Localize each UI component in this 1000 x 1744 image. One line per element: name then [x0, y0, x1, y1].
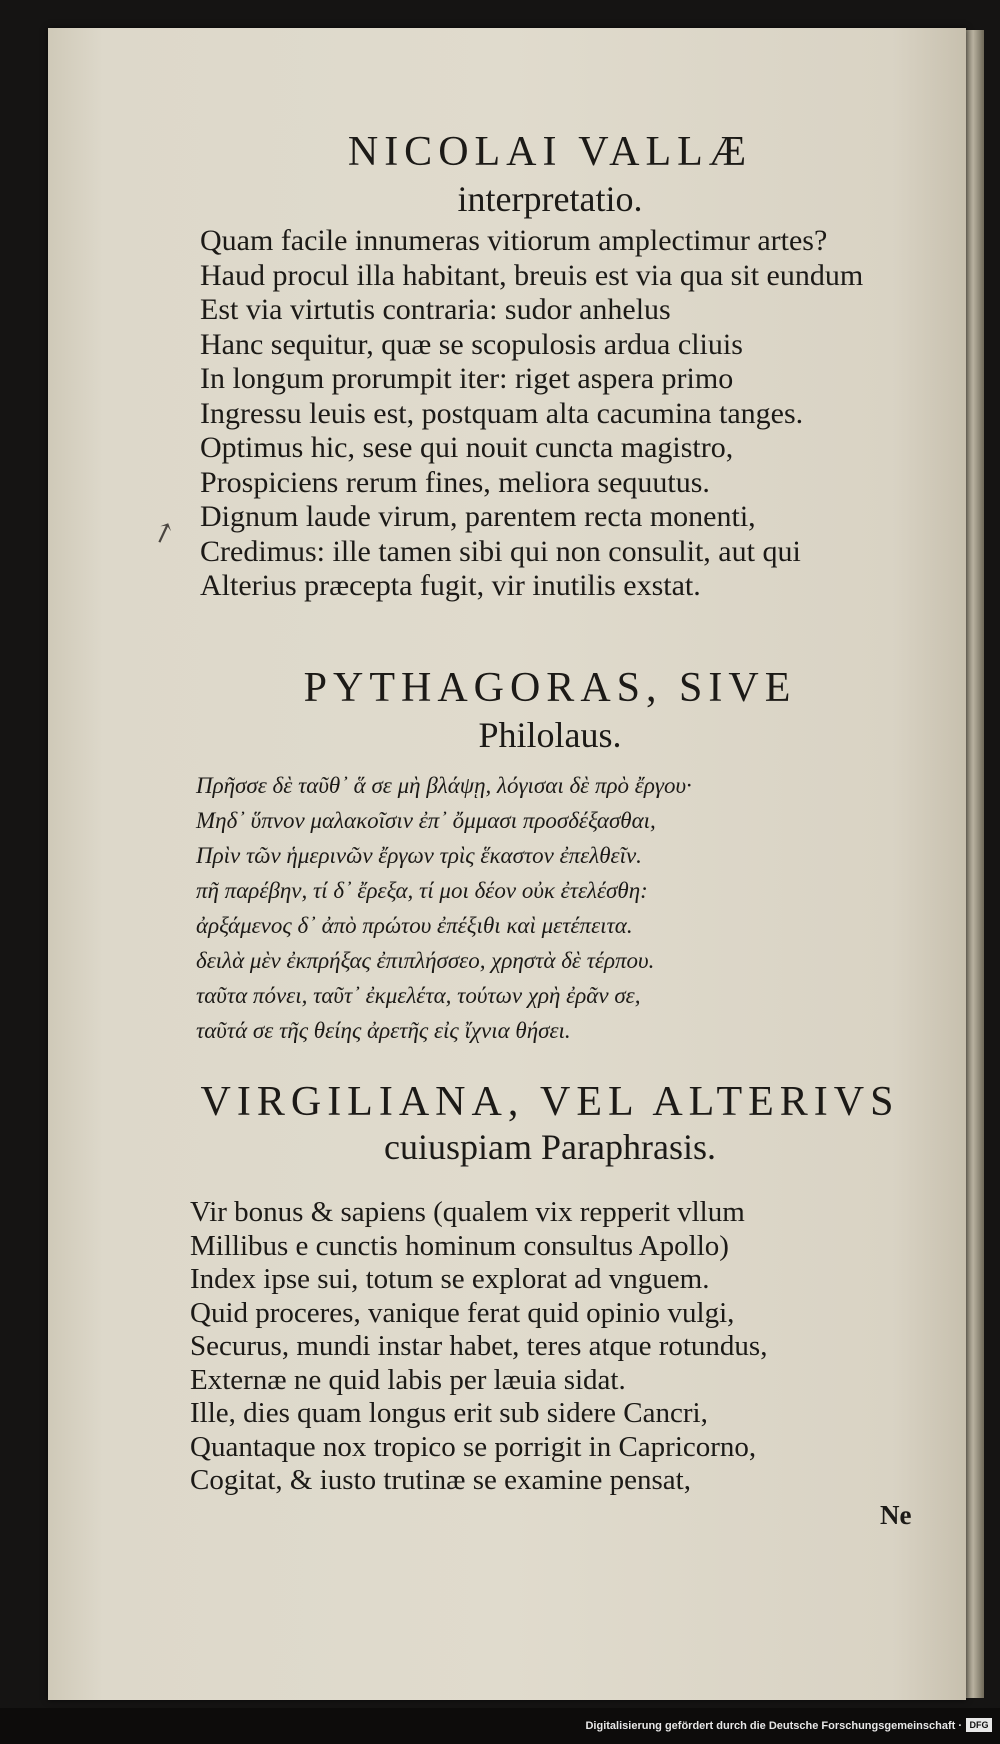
- section-heading-nicolai-vallae: NICOLAI VALLÆ: [347, 129, 753, 175]
- verse-line: Quid proceres, vanique ferat quid opinio vulgi,: [190, 1296, 735, 1329]
- book-edge: [966, 30, 984, 1698]
- greek-line: ἀρξάμενος δ᾽ ἀπὸ πρώτου ἐπέξιθι καὶ μετέπειτα.: [196, 913, 633, 938]
- section-heading-virgiliana: VIRGILIANA, VEL ALTERIVS: [200, 1079, 900, 1125]
- section-subheading-paraphrasis: cuiuspiam Paraphrasis.: [384, 1127, 716, 1167]
- section-subheading-interpretatio: interpretatio.: [457, 179, 643, 219]
- greek-line: πῆ παρέβην, τί δ᾽ ἔρεξα, τί μοι δέον οὐκ ἐτελέσθη:: [196, 878, 648, 903]
- verse-line: In longum prorumpit iter: riget aspera primo: [200, 362, 734, 395]
- catchword: Ne: [880, 1500, 912, 1530]
- verse-block-greek: [196, 768, 692, 1048]
- verse-line: Quam facile innumeras vitiorum amplectimur artes?: [200, 224, 828, 257]
- verse-line: Optimus hic, sese qui nouit cuncta magistro,: [200, 431, 734, 464]
- verse-block-vallae: [200, 224, 863, 604]
- greek-line: δειλὰ μὲν ἐκπρήξας ἐπιπλήσσεο, χρηστὰ δὲ τέρπου.: [196, 948, 655, 973]
- margin-annotation-mark: ↗: [147, 514, 181, 553]
- verse-line: Quantaque nox tropico se porrigit in Capricorno,: [190, 1430, 757, 1463]
- greek-line: ταῦτα πόνει, ταῦτ᾽ ἐκμελέτα, τούτων χρὴ ἐρᾶν σε,: [196, 983, 641, 1008]
- verse-block-virgiliana: [190, 1196, 767, 1498]
- verse-line: Est via virtutis contraria: sudor anhelus: [200, 293, 671, 326]
- digitization-credit: Digitalisierung gefördert durch die Deutsche Forschungsgemeinschaft ·: [585, 1720, 962, 1732]
- greek-line: ταῦτά σε τῆς θείης ἀρετῆς εἰς ἴχνια θήσει.: [196, 1018, 571, 1043]
- section-subheading-philolaus: Philolaus.: [478, 715, 622, 755]
- verse-line: Vir bonus & sapiens (qualem vix repperit vllum: [190, 1196, 745, 1228]
- verse-line: Credimus: ille tamen sibi qui non consulit, aut qui: [200, 534, 801, 568]
- verse-line: Cogitat, & iusto trutinæ se examine pensat,: [190, 1464, 691, 1496]
- greek-line: Πρῆσσε δὲ ταῦθ᾽ ἅ σε μὴ βλάψῃ, λόγισαι δὲ πρὸ ἔργου·: [196, 773, 692, 798]
- dfg-logo: DFG: [966, 1718, 992, 1732]
- verse-line: Hanc sequitur, quæ se scopulosis ardua cliuis: [200, 327, 743, 361]
- section-heading-pythagoras: PYTHAGORAS, SIVE: [303, 665, 797, 711]
- verse-line: Securus, mundi instar habet, teres atque rotundus,: [190, 1330, 768, 1362]
- greek-line: Πρὶν τῶν ἡμερινῶν ἔργων τρὶς ἕκαστον ἐπελθεῖν.: [196, 843, 642, 868]
- verse-line: Ille, dies quam longus erit sub sidere Cancri,: [190, 1397, 708, 1429]
- greek-line: Μηδ᾽ ὕπνον μαλακοῖσιν ἐπ᾽ ὄμμασι προσδέξασθαι,: [196, 808, 656, 833]
- verse-line: Prospiciens rerum fines, meliora sequutus.: [200, 465, 710, 499]
- verse-line: Dignum laude virum, parentem recta monenti,: [200, 500, 756, 533]
- verse-line: Alterius præcepta fugit, vir inutilis exstat.: [200, 569, 701, 602]
- verse-line: Haud procul illa habitant, breuis est via qua sit eundum: [200, 258, 864, 292]
- verse-line: Millibus e cunctis hominum consultus Apollo): [190, 1229, 729, 1262]
- verse-line: Externæ ne quid labis per læuia sidat.: [190, 1363, 626, 1396]
- verse-line: Ingressu leuis est, postquam alta cacumina tanges.: [200, 396, 804, 430]
- verse-line: Index ipse sui, totum se explorat ad vnguem.: [190, 1263, 710, 1295]
